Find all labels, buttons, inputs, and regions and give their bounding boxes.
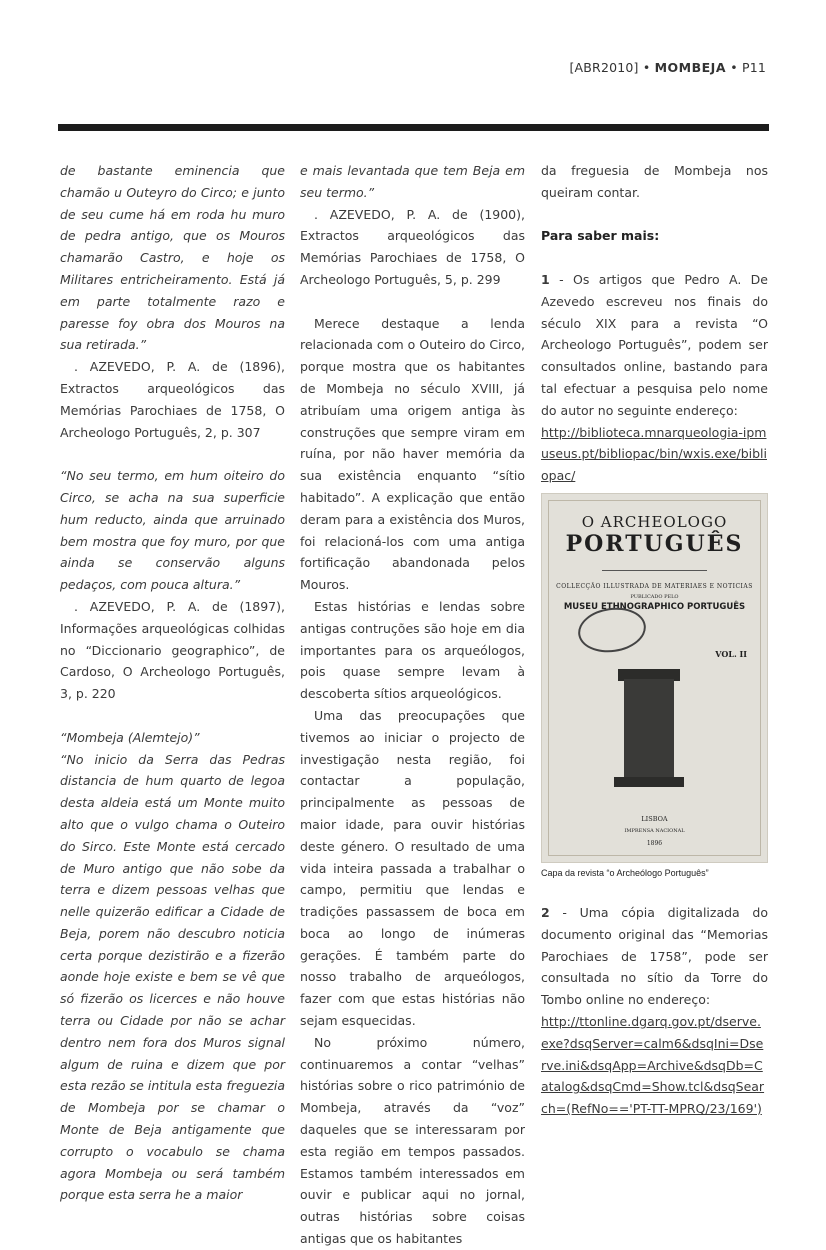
issue-date: [ABR2010] <box>569 60 639 75</box>
reference-2: . AZEVEDO, P. A. de (1897), Informações arqueológicas colhidas no “Diccionario geographico”, de Cardoso, O Archeologo Português, 3, p. 220 <box>60 598 285 702</box>
paragraph-3: Uma das preocupações que tivemos ao iniciar o projecto de investigação nesta região, foi contactar a população, principalmente as pessoas de maior idade, para ouvir histórias deste género. O resultado de uma vida inteira passada a trabalhar o campo, permitiu que lendas e tradições passassem de boca em boca ao longo de inúmeras gerações. É também parte do nosso trabalho de arqueólogos, fazer com que estas histórias não sejam esquecidas. <box>300 707 525 1029</box>
publication-title: MOMBEJA <box>654 60 726 75</box>
cover-city: LISBOA <box>641 814 668 823</box>
column-3 <box>541 160 768 1120</box>
paragraph-1: Merece destaque a lenda relacionada com o Outeiro do Circo, porque mostra que os habitantes de Mombeja no século XVIII, já atribuíam uma origem antiga às construções que sempre viram em ruína, por não haver memória da sua existência enquanto “sítio habitado”. A explicação que então deram para a existência dos Muros, foi relacioná-los com uma antiga fortificação abandonada pelos Mouros. <box>300 315 525 593</box>
reference-1: . AZEVEDO, P. A. de (1896), Extractos arqueológicos das Memórias Parochiaes de 1758, O Archeologo Português, 2, p. 307 <box>60 359 285 440</box>
quote-3-end: e mais levantada que tem Beja em seu termo.” <box>300 163 525 200</box>
cover-press: IMPRENSA NACIONAL <box>624 827 685 834</box>
pedestal-illustration <box>624 679 674 779</box>
magazine-cover-image <box>541 493 768 863</box>
reading-item-2-number: 2 <box>541 904 550 920</box>
further-reading-heading: Para saber mais: <box>541 228 660 244</box>
cover-subtitle: COLLECÇÃO ILLUSTRADA DE MATERIAES E NOTICIAS <box>556 582 753 590</box>
page-header <box>569 60 766 75</box>
paragraph-4-end: da freguesia de Mombeja nos queiram contar. <box>541 163 768 200</box>
cover-museum: MUSEU ETHNOGRAPHICO PORTUGUÊS <box>563 601 746 612</box>
page-number: P11 <box>741 60 766 75</box>
quote-3: “No inicio da Serra das Pedras distancia de hum quarto de legoa desta aldeia está um Monte muito alto que o vulgo chama o Outeiro do Sirco. Este Monte está cercado de Muro antigo que não sobe da terra e dizem pessoas velhas que nelle quizerão edificar a Cidade de Beja, porem não descubro noticia certa porque dezistirão e a fizerão aonde hoje existe e bem se vê que só fizerão os licerces e não houve terra ou Cidade por não se achar dentro nem fora dos Muros signal algum de ruina e dizem que por esta rezão se intitula esta freguezia de Mombeja por se chamar o Monte de Beja antigamente que corrupto o vocabulo se chama agora Mombeja ou será também porque esta serra he a maior <box>60 751 285 1203</box>
biblioteca-link[interactable]: http://biblioteca.mnarqueologia-ipmuseus.pt/bibliopac/bin/wxis.exe/bibliopac/ <box>541 424 767 484</box>
column-1 <box>60 160 285 1206</box>
reading-item-2 <box>541 902 768 1011</box>
quote-1: de bastante eminencia que chamão u Outeyro do Circo; e junto de seu cume há em roda hu muro de pedra antigo, que os Mouros chamarão Castro, e hoje os Militares entricheiramento. Está já em parte totalmente razo e paresse foy obra dos Mouros na sua retirada.” <box>60 163 285 353</box>
cover-title-line-2: PORTUGUÊS <box>565 530 744 557</box>
cover-year: 1896 <box>646 839 663 847</box>
cover-published-by: PUBLICADO PELO <box>630 593 679 600</box>
cover-volume: VOL. II <box>715 648 747 659</box>
paragraph-4: No próximo número, continuaremos a contar “velhas” histórias sobre o rico património de Mombeja, através da “voz” daqueles que se interessaram por esta região em tempos passados. Estamos também interessados em ouvir e publicar aqui no jornal, outras histórias sobre coisas antigas que os habitantes <box>300 1034 525 1247</box>
quote-3-heading: “Mombeja (Alemtejo)” <box>60 729 200 745</box>
header-separator: • <box>642 60 651 75</box>
reading-item-2-text: - Uma cópia digitalizada do documento original das “Memorias Parochiaes de 1758”, pode ser consultada no sítio da Torre do Tombo online no endereço: <box>541 904 768 1008</box>
torre-do-tombo-link[interactable]: http://ttonline.dgarq.gov.pt/dserve.exe?dsqServer=calm6&dsqIni=Dserve.ini&dsqApp=Archive&dsqDb=Catalog&dsqCmd=Show.tcl&dsqSearch=(RefNo=='PT-TT-MPRQ/23/169') <box>541 1013 765 1117</box>
header-separator-2: • <box>730 60 738 75</box>
reading-item-1-number: 1 <box>541 271 550 287</box>
cover-title-line-1: O ARCHEOLOGO <box>581 512 728 531</box>
pedestal-base <box>614 777 684 787</box>
reading-item-1 <box>541 269 768 422</box>
column-2 <box>300 160 525 1250</box>
image-caption: Capa da revista “o Archeólogo Português” <box>541 867 709 878</box>
reading-item-1-text: - Os artigos que Pedro A. De Azevedo escreveu nos finais do século XIX para a revista “O Archeologo Português”, podem ser consultados online, bastando para tal efectuar a pesquisa pelo nome do autor no seguinte endereço: <box>541 271 768 418</box>
reference-3: . AZEVEDO, P. A. de (1900), Extractos arqueológicos das Memórias Parochiaes de 1758, O Archeologo Português, 5, p. 299 <box>300 206 525 287</box>
paragraph-2: Estas histórias e lendas sobre antigas contruções são hoje em dia importantes para os arqueólogos, pois quase sempre levam à descoberta sítios arqueológicos. <box>300 598 525 702</box>
quote-2: “No seu termo, em hum oiteiro do Circo, se acha na sua superficie hum reducto, ainda que arruinado bem mostra que foy muro, por que ainda se conservão alguns pedaços, com pouca altura.” <box>60 468 285 593</box>
header-rule <box>58 124 769 131</box>
